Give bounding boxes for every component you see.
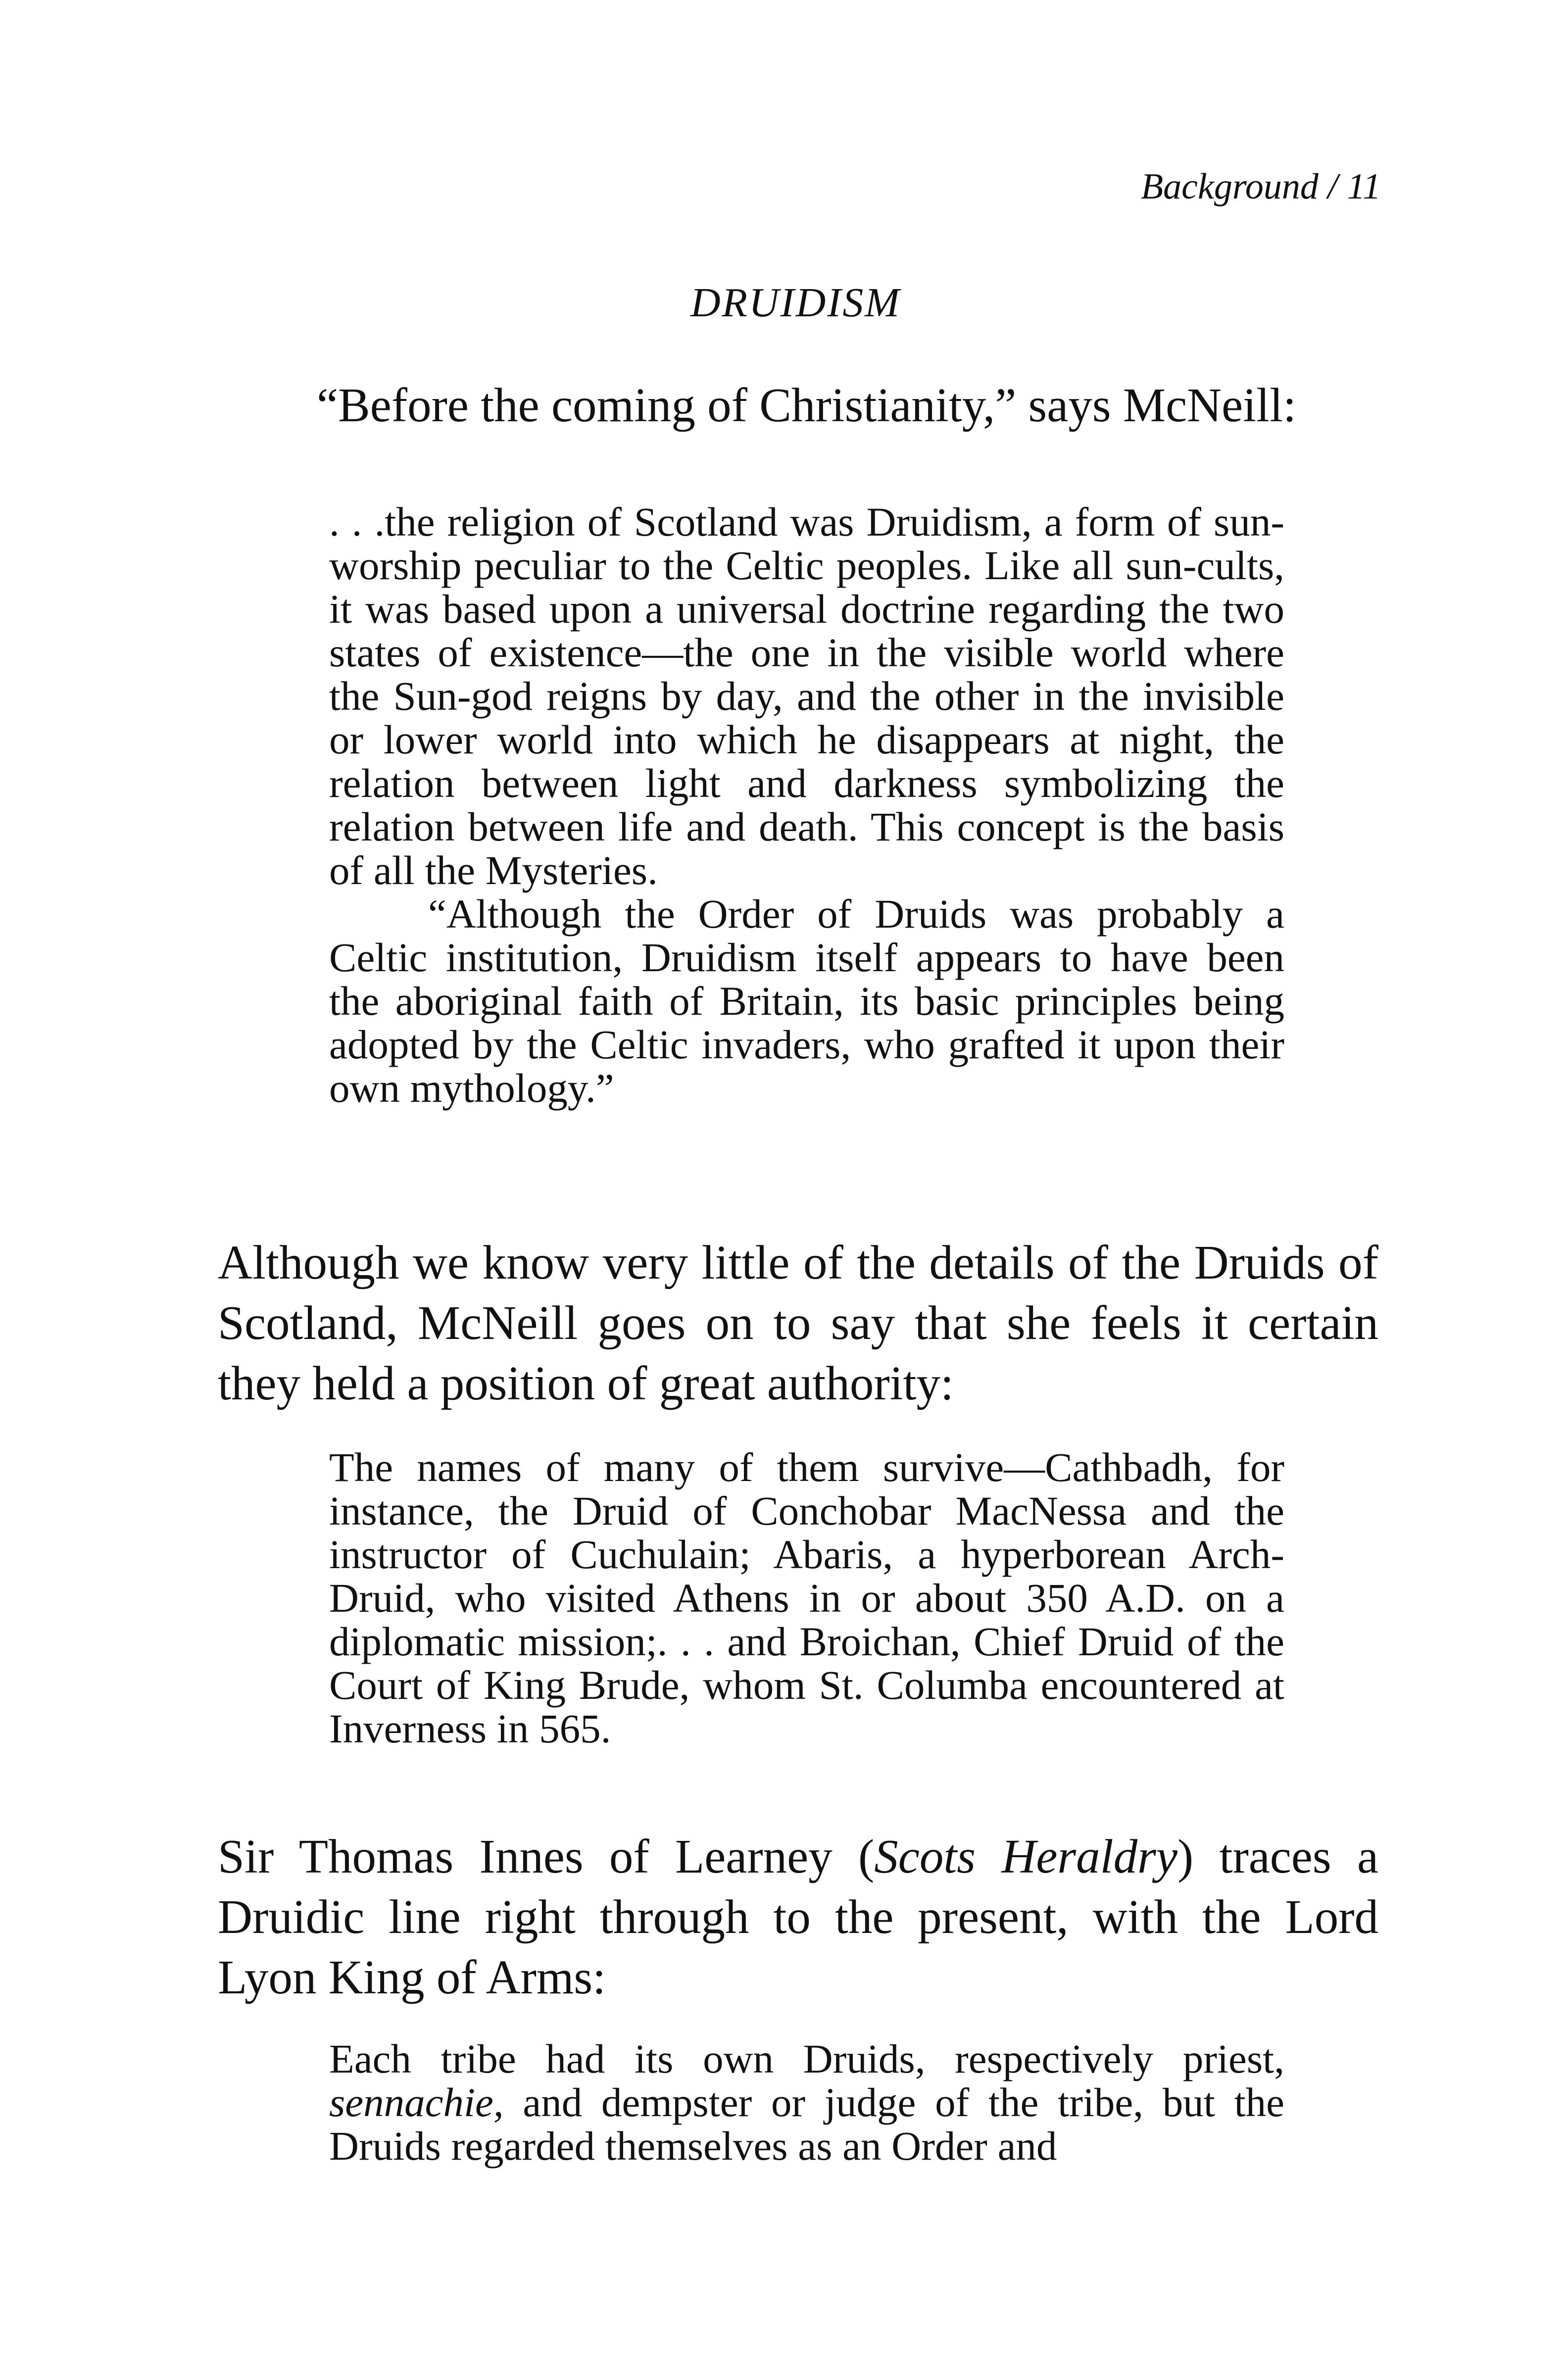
text-run: and dempster or judge of the tribe, but the Druids regarded themselves as an Order and <box>329 2079 1284 2169</box>
quote-paragraph: . . .the religion of Scotland was Druidism, a form of sun-worship peculiar to the Celtic peoples. Like all sun-cults, it was based upon a universal doctrine regarding the two states of existence—the one in the visible world where the Sun-god reigns by day, and the other in the invisible or lower world into which he disappears at night, the relation between light and darkness symbolizing the relation between life and death. This concept is the basis of all the Mysteries. <box>329 499 1284 893</box>
book-title: Scots Heraldry <box>874 1830 1177 1883</box>
italic-term: sennachie, <box>329 2079 504 2125</box>
block-quote-names: The names of many of them survive—Cathbadh, for instance, the Druid of Conchobar MacNessa and the instructor of Cuchulain; Abaris, a hyperborean Arch-Druid, who visited Athens in or about 350 A.D. on a diplomatic mission;. . . and Broichan, Chief Druid of the Court of King Brude, whom St. Columba encountered at Inverness in 565. <box>329 1444 1284 1751</box>
text-run: ) traces a Druidic line right through to the present, with the Lord Lyon King of Arms: <box>218 1830 1378 2004</box>
running-head: Background / 11 <box>1140 166 1381 207</box>
lead-paragraph: “Before the coming of Christianity,” says McNeill: <box>317 379 1297 432</box>
text-run: Sir Thomas Innes of Learney ( <box>218 1830 875 1883</box>
quote-paragraph: “Although the Order of Druids was probably a Celtic institution, Druidism itself appears to have been the aboriginal faith of Britain, its basic principles being adopted by the Celtic invaders, who grafted it upon their own mythology.” <box>329 891 1284 1111</box>
body-paragraph <box>218 1827 1378 2008</box>
text-run: Each tribe had its own Druids, respectively priest, <box>329 2036 1284 2081</box>
section-title: DRUIDISM <box>690 280 901 326</box>
body-paragraph: Although we know very little of the details of the Druids of Scotland, McNeill goes on to say that she feels it certain they held a position of great authority: <box>218 1236 1378 1410</box>
block-quote-mcneill <box>329 500 1284 1110</box>
block-quote-innes <box>329 2037 1284 2168</box>
